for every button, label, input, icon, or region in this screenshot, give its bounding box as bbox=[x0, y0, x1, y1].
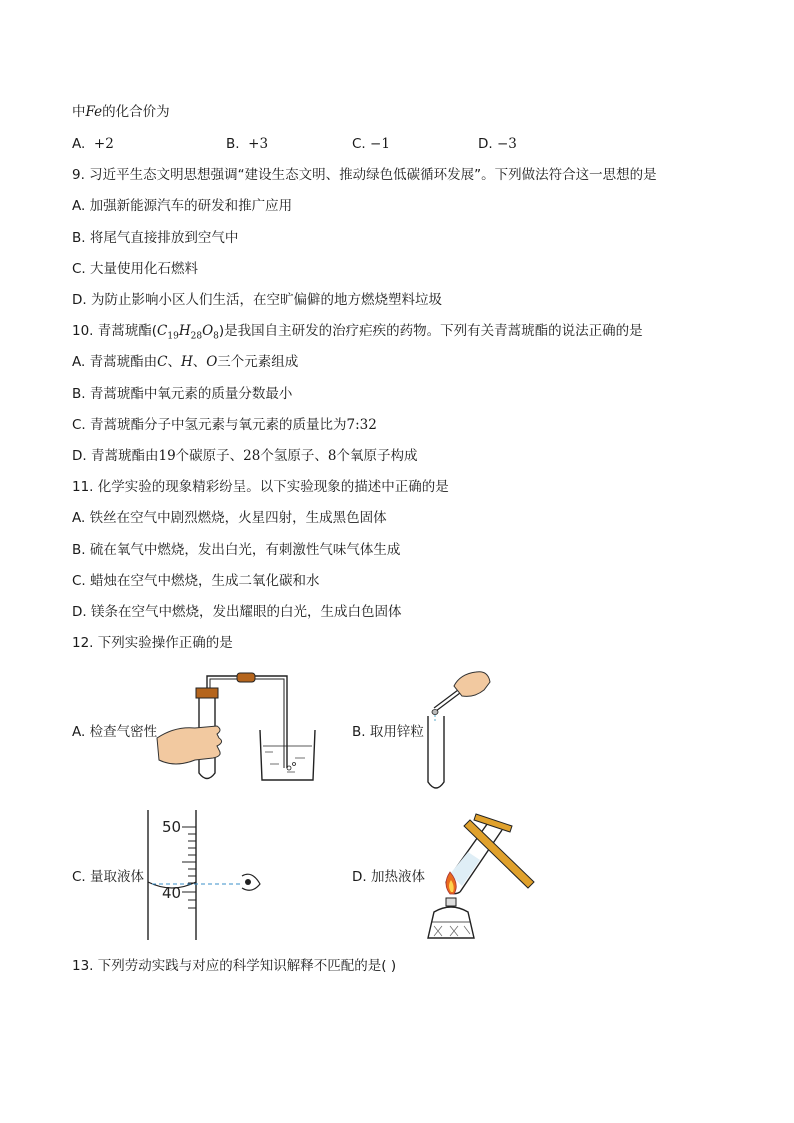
option-text: 个氢原子、 bbox=[260, 448, 328, 464]
q12-label-b: B. 取用锌粒 bbox=[352, 724, 424, 740]
q11-stem: 11. 化学实验的现象精彩纷呈。以下实验现象的描述中正确的是 bbox=[72, 479, 449, 495]
option-value: −3 bbox=[496, 136, 517, 152]
q9-option-c: C. 大量使用化石燃料 bbox=[72, 261, 199, 277]
separator: 、 bbox=[167, 354, 181, 370]
intro-suffix: 的化合价为 bbox=[102, 104, 170, 120]
count-hydrogen: 28 bbox=[243, 448, 261, 464]
q12-label-a: A. 检查气密性 bbox=[72, 724, 158, 740]
mass-ratio: 7:32 bbox=[346, 417, 377, 433]
q13-stem: 13. 下列劳动实践与对应的科学知识解释不匹配的是( ) bbox=[72, 958, 397, 974]
cylinder-label-50: 50 bbox=[162, 818, 182, 836]
q10-option-a bbox=[72, 352, 298, 372]
option-letter: D. bbox=[478, 136, 493, 152]
q10-option-c bbox=[72, 415, 377, 435]
subscript-o: 8 bbox=[213, 331, 219, 342]
zinc-granule-figure bbox=[420, 668, 495, 796]
q9-option-d: D. 为防止影响小区人们生活，在空旷偏僻的地方燃烧塑料垃圾 bbox=[72, 292, 442, 308]
element-h: H bbox=[180, 354, 193, 370]
intro-prefix: 中 bbox=[72, 104, 86, 120]
subscript-h: 28 bbox=[190, 331, 203, 342]
q8-option-c bbox=[352, 134, 390, 154]
formula-o: O bbox=[202, 323, 214, 339]
q11-option-a: A. 铁丝在空气中剧烈燃烧，火星四射，生成黑色固体 bbox=[72, 510, 387, 526]
q9-stem: 9. 习近平生态文明思想强调“建设生态文明、推动绿色低碳循环发展”。下列做法符合这一思想的是 bbox=[72, 167, 657, 183]
q10-stem bbox=[72, 321, 643, 347]
q11-option-c: C. 蜡烛在空气中燃烧，生成二氧化碳和水 bbox=[72, 573, 320, 589]
q8-option-b bbox=[226, 134, 268, 154]
separator: 、 bbox=[192, 354, 207, 370]
q10-option-d bbox=[72, 446, 417, 466]
q12-label-c: C. 量取液体 bbox=[72, 869, 145, 885]
option-letter: C. bbox=[352, 136, 366, 152]
q8-stem-tail bbox=[72, 102, 170, 122]
cylinder-label-40: 40 bbox=[162, 884, 182, 902]
subscript-c: 19 bbox=[167, 331, 179, 342]
formula-c: C bbox=[157, 323, 168, 339]
q8-option-d bbox=[478, 134, 517, 154]
q8-option-a bbox=[72, 134, 114, 154]
option-text: 个碳原子、 bbox=[175, 448, 244, 464]
q12-label-d: D. 加热液体 bbox=[352, 869, 425, 885]
graduated-cylinder-figure bbox=[138, 808, 268, 943]
heating-liquid-figure bbox=[420, 812, 540, 942]
option-text: 三个元素组成 bbox=[217, 354, 299, 370]
option-letter: B. bbox=[226, 136, 240, 152]
element-c: C bbox=[157, 354, 168, 370]
formula-h: H bbox=[178, 323, 191, 339]
count-oxygen: 8 bbox=[327, 448, 337, 464]
q9-option-a: A. 加强新能源汽车的研发和推广应用 bbox=[72, 198, 293, 214]
option-value: +2 bbox=[93, 136, 114, 152]
q9-option-b: B. 将尾气直接排放到空气中 bbox=[72, 230, 239, 246]
option-letter: A. bbox=[72, 136, 86, 152]
option-value: −1 bbox=[370, 136, 390, 152]
q11-option-b: B. 硫在氧气中燃烧，发出白光，有刺激性气味气体生成 bbox=[72, 542, 401, 558]
option-text: 个氧原子构成 bbox=[336, 448, 418, 464]
option-text: D. 青蒿琥酯由 bbox=[72, 448, 159, 464]
fe-symbol: Fe bbox=[85, 104, 103, 120]
count-carbon: 19 bbox=[158, 448, 176, 464]
q10-stem-prefix: 10. 青蒿琥酯( bbox=[72, 323, 158, 339]
option-value: +3 bbox=[248, 136, 269, 152]
element-o: O bbox=[206, 354, 218, 370]
airtightness-check-figure bbox=[155, 668, 320, 793]
q11-option-d: D. 镁条在空气中燃烧，发出耀眼的白光，生成白色固体 bbox=[72, 604, 402, 620]
q10-stem-suffix: )是我国自主研发的治疗疟疾的药物。下列有关青蒿琥酯的说法正确的是 bbox=[218, 323, 643, 339]
q12-stem: 12. 下列实验操作正确的是 bbox=[72, 635, 233, 651]
q10-option-b: B. 青蒿琥酯中氧元素的质量分数最小 bbox=[72, 386, 293, 402]
option-text: A. 青蒿琥酯由 bbox=[72, 354, 158, 370]
option-text: C. 青蒿琥酯分子中氢元素与氧元素的质量比为 bbox=[72, 417, 347, 433]
